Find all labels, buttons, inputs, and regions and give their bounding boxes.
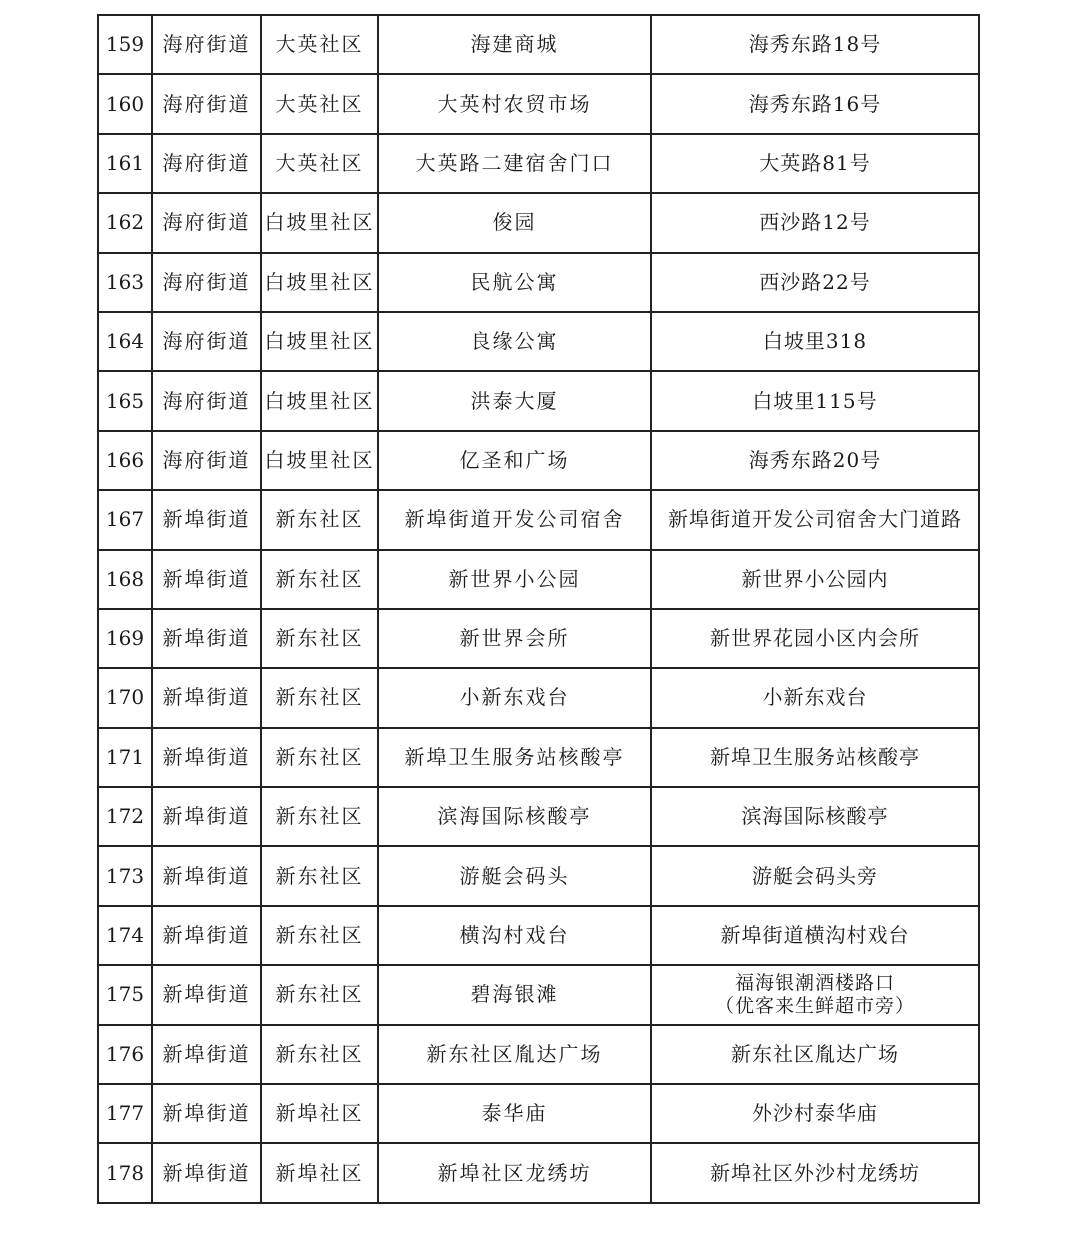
street-cell: 新埠街道 [152,965,261,1024]
street-cell: 新埠街道 [152,787,261,846]
community-cell: 新埠社区 [261,1084,378,1143]
row-number-cell: 174 [98,906,152,965]
address-cell: 滨海国际核酸亭 [651,787,979,846]
address-cell: 新埠社区外沙村龙绣坊 [651,1143,979,1202]
site-name-cell: 大英村农贸市场 [378,74,651,133]
site-name-cell: 泰华庙 [378,1084,651,1143]
street-cell: 海府街道 [152,74,261,133]
site-name-cell: 民航公寓 [378,253,651,312]
table-row [98,431,979,490]
street-cell: 新埠街道 [152,550,261,609]
address-cell: 新世界小公园内 [651,550,979,609]
site-name-cell: 新埠社区龙绣坊 [378,1143,651,1202]
street-cell: 新埠街道 [152,1084,261,1143]
address-cell: 海秀东路18号 [651,15,979,74]
community-cell: 新埠社区 [261,1143,378,1202]
street-cell: 新埠街道 [152,668,261,727]
street-cell: 海府街道 [152,15,261,74]
community-cell: 新东社区 [261,787,378,846]
site-name-cell: 海建商城 [378,15,651,74]
community-cell: 新东社区 [261,965,378,1024]
site-name-cell: 新东社区胤达广场 [378,1025,651,1084]
community-cell: 白坡里社区 [261,431,378,490]
street-cell: 海府街道 [152,253,261,312]
site-name-cell: 亿圣和广场 [378,431,651,490]
row-number-cell: 176 [98,1025,152,1084]
community-cell: 新东社区 [261,668,378,727]
address-line: （优客来生鲜超市旁） [714,994,915,1017]
table-row [98,1025,979,1084]
table-row [98,728,979,787]
row-number-cell: 168 [98,550,152,609]
row-number-cell: 173 [98,846,152,905]
address-cell: 外沙村泰华庙 [651,1084,979,1143]
community-cell: 新东社区 [261,906,378,965]
address-cell: 海秀东路20号 [651,431,979,490]
street-cell: 海府街道 [152,134,261,193]
address-cell: 西沙路12号 [651,193,979,252]
site-name-cell: 新埠卫生服务站核酸亭 [378,728,651,787]
sampling-site-table [97,14,980,1204]
site-name-cell: 游艇会码头 [378,846,651,905]
row-number-cell: 169 [98,609,152,668]
community-cell: 大英社区 [261,134,378,193]
community-cell: 新东社区 [261,846,378,905]
table-row [98,253,979,312]
site-name-cell: 新世界会所 [378,609,651,668]
table-body [98,15,979,1203]
table-row [98,193,979,252]
row-number-cell: 164 [98,312,152,371]
row-number-cell: 178 [98,1143,152,1202]
row-number-cell: 159 [98,15,152,74]
street-cell: 新埠街道 [152,609,261,668]
row-number-cell: 171 [98,728,152,787]
row-number-cell: 170 [98,668,152,727]
community-cell: 新东社区 [261,490,378,549]
community-cell: 白坡里社区 [261,193,378,252]
site-name-cell: 横沟村戏台 [378,906,651,965]
site-name-cell: 小新东戏台 [378,668,651,727]
address-cell: 新埠街道横沟村戏台 [651,906,979,965]
row-number-cell: 166 [98,431,152,490]
address-cell: 游艇会码头旁 [651,846,979,905]
site-name-cell: 新埠街道开发公司宿舍 [378,490,651,549]
address-cell: 大英路81号 [651,134,979,193]
address-cell: 新埠街道开发公司宿舍大门道路 [651,490,979,549]
table-row [98,15,979,74]
table-row [98,134,979,193]
table-row [98,550,979,609]
community-cell: 新东社区 [261,550,378,609]
table-row [98,1143,979,1202]
row-number-cell: 160 [98,74,152,133]
table-row [98,1084,979,1143]
community-cell: 大英社区 [261,15,378,74]
table-row [98,846,979,905]
community-cell: 白坡里社区 [261,253,378,312]
site-name-cell: 洪泰大厦 [378,371,651,430]
community-cell: 白坡里社区 [261,371,378,430]
site-name-cell: 碧海银滩 [378,965,651,1024]
street-cell: 海府街道 [152,431,261,490]
row-number-cell: 172 [98,787,152,846]
address-cell: 新东社区胤达广场 [651,1025,979,1084]
site-name-cell: 滨海国际核酸亭 [378,787,651,846]
street-cell: 海府街道 [152,371,261,430]
community-cell: 新东社区 [261,1025,378,1084]
address-cell: 西沙路22号 [651,253,979,312]
address-cell: 新世界花园小区内会所 [651,609,979,668]
table-row [98,906,979,965]
row-number-cell: 175 [98,965,152,1024]
row-number-cell: 162 [98,193,152,252]
table-row [98,965,979,1024]
address-cell: 白坡里115号 [651,371,979,430]
street-cell: 海府街道 [152,193,261,252]
community-cell: 新东社区 [261,728,378,787]
address-cell: 新埠卫生服务站核酸亭 [651,728,979,787]
site-name-cell: 大英路二建宿舍门口 [378,134,651,193]
street-cell: 新埠街道 [152,490,261,549]
table-row [98,371,979,430]
site-name-cell: 新世界小公园 [378,550,651,609]
community-cell: 大英社区 [261,74,378,133]
table-row [98,787,979,846]
community-cell: 新东社区 [261,609,378,668]
address-cell [651,965,979,1024]
street-cell: 新埠街道 [152,1025,261,1084]
address-cell: 海秀东路16号 [651,74,979,133]
table-row [98,609,979,668]
table-row [98,490,979,549]
row-number-cell: 163 [98,253,152,312]
table-row [98,668,979,727]
address-line: 福海银潮酒楼路口 [734,972,895,995]
street-cell: 新埠街道 [152,846,261,905]
row-number-cell: 177 [98,1084,152,1143]
address-cell: 小新东戏台 [651,668,979,727]
table-row [98,312,979,371]
community-cell: 白坡里社区 [261,312,378,371]
street-cell: 新埠街道 [152,1143,261,1202]
table-row [98,74,979,133]
row-number-cell: 167 [98,490,152,549]
site-name-cell: 良缘公寓 [378,312,651,371]
street-cell: 海府街道 [152,312,261,371]
site-name-cell: 俊园 [378,193,651,252]
row-number-cell: 161 [98,134,152,193]
street-cell: 新埠街道 [152,728,261,787]
address-cell: 白坡里318 [651,312,979,371]
row-number-cell: 165 [98,371,152,430]
street-cell: 新埠街道 [152,906,261,965]
